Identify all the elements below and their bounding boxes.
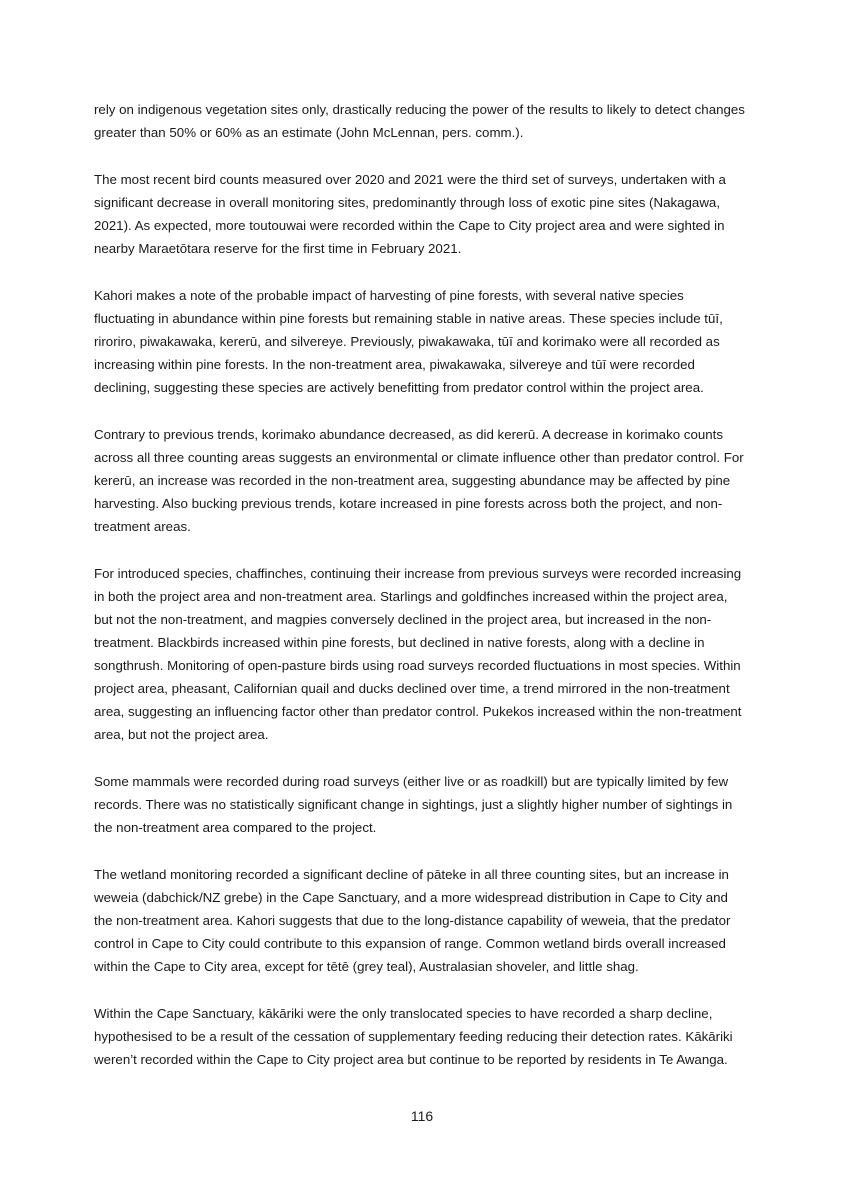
paragraph-7: The wetland monitoring recorded a significant decline of pāteke in all three counting sites, but an increase in weweia (dabchick/NZ grebe) in the Cape Sanctuary, and a more widespread distribution in Cape to City and the non-treatment area. Kahori suggests that due to the long-distance capability of weweia, that the predator control in Cape to City could contribute to this expansion of range. Common wetland birds overall increased within the Cape to City area, except for tētē (grey teal), Australasian shoveler, and little shag. [94,867,731,974]
paragraph-6: Some mammals were recorded during road surveys (either live or as roadkill) but are typically limited by few records. There was no statistically significant change in sightings, just a slightly higher number of sightings in the non-treatment area compared to the project. [94,774,733,835]
paragraph-1: rely on indigenous vegetation sites only, drastically reducing the power of the results to likely to detect changes greater than 50% or 60% as an estimate (John McLennan, pers. comm.). [94,102,745,140]
paragraph-5: For introduced species, chaffinches, continuing their increase from previous surveys were recorded increasing in both the project area and non-treatment area. Starlings and goldfinches increased within the project area, but not the non-treatment, and magpies conversely declined in the project area, but increased in the non-treatment. Blackbirds increased within pine forests, but declined in native forests, along with a decline in songthrush. Monitoring of open-pasture birds using road surveys recorded fluctuations in most species. Within project area, pheasant, Californian quail and ducks declined over time, a trend mirrored in the non-treatment area, suggesting an influencing factor other than predator control. Pukekos increased within the non-treatment area, but not the project area. [94,566,742,742]
body-text [94,98,746,1095]
paragraph-2: The most recent bird counts measured over 2020 and 2021 were the third set of surveys, undertaken with a significant decrease in overall monitoring sites, predominantly through loss of exotic pine sites (Nakagawa, 2021). As expected, more toutouwai were recorded within the Cape to City project area and were sighted in nearby Maraetōtara reserve for the first time in February 2021. [94,172,726,256]
paragraph-4: Contrary to previous trends, korimako abundance decreased, as did kererū. A decrease in korimako counts across all three counting areas suggests an environmental or climate influence other than predator control. For kererū, an increase was recorded in the non-treatment area, suggesting abundance may be affected by pine harvesting. Also bucking previous trends, kotare increased in pine forests across both the project, and non-treatment areas. [94,427,744,534]
paragraph-8: Within the Cape Sanctuary, kākāriki were the only translocated species to have recorded a sharp decline, hypothesised to be a result of the cessation of supplementary feeding reducing their detection rates. Kākāriki weren’t recorded within the Cape to City project area but continue to be reported by residents in Te Awanga. [94,1006,733,1067]
page-number: 116 [410,1108,434,1124]
paragraph-3: Kahori makes a note of the probable impact of harvesting of pine forests, with several native species fluctuating in abundance within pine forests but remaining stable in native areas. These species include tūī, riroriro, piwakawaka, kererū, and silvereye. Previously, piwakawaka, tūī and korimako were all recorded as increasing within pine forests. In the non-treatment area, piwakawaka, silvereye and tūī were recorded declining, suggesting these species are actively benefitting from predator control within the project area. [94,288,723,395]
